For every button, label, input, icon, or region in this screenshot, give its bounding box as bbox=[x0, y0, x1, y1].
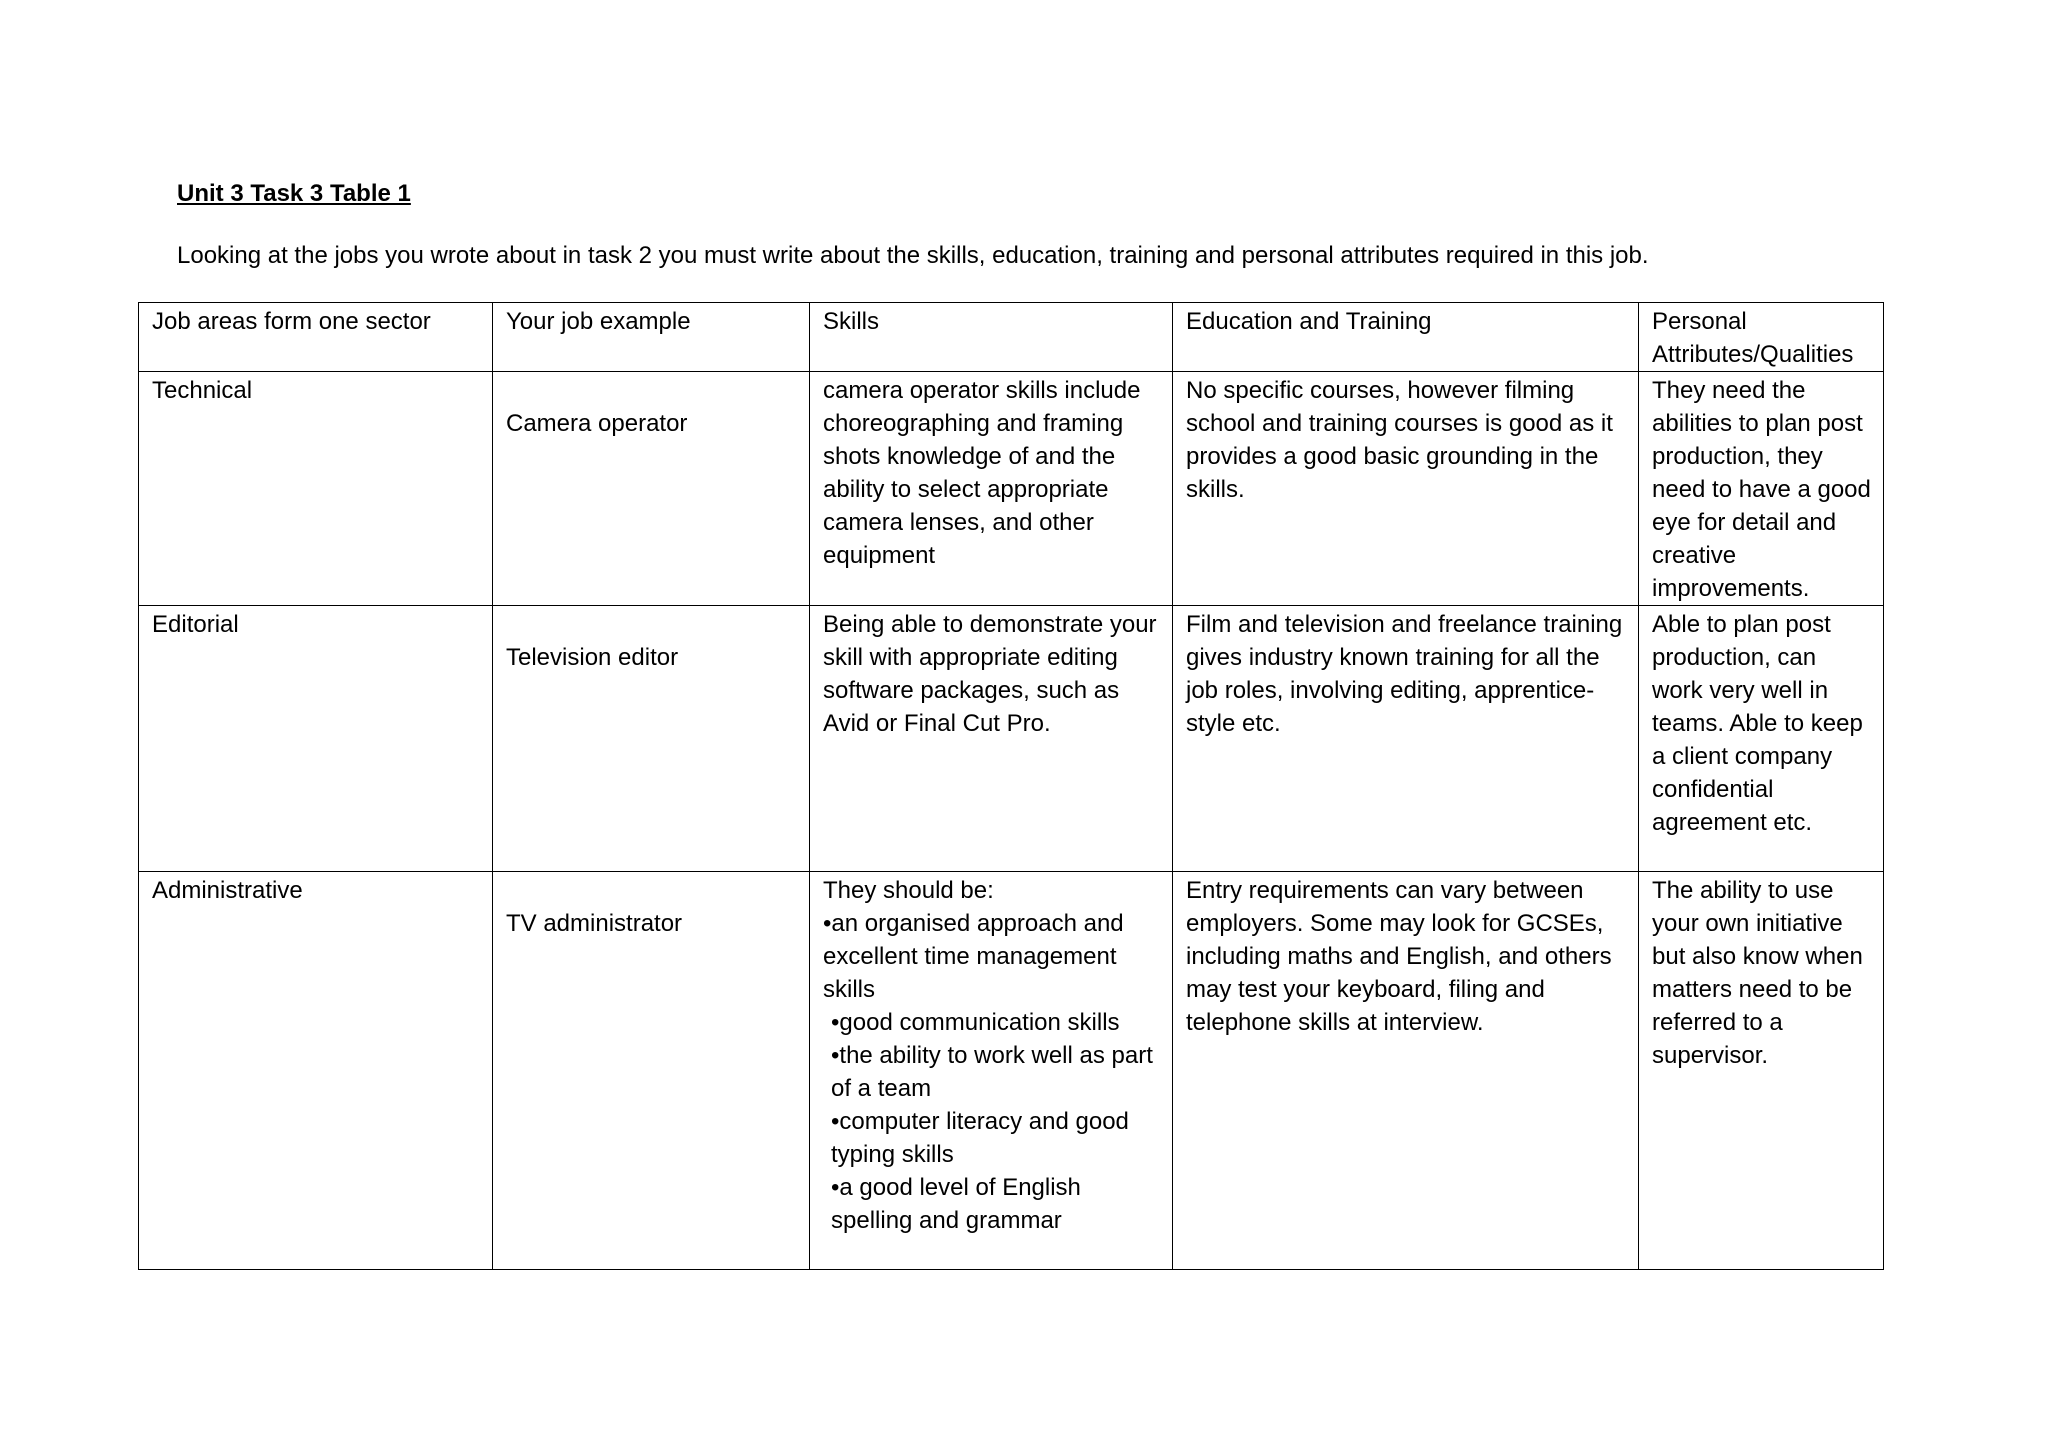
cell-skills: Being able to demonstrate your skill with appropriate editing software packages, such as Avid or Final Cut Pro. bbox=[810, 606, 1173, 872]
table-header-row bbox=[139, 303, 1884, 372]
header-education-training: Education and Training bbox=[1173, 303, 1639, 372]
cell-education: No specific courses, however filming school and training courses is good as it provides a good basic grounding in the skills. bbox=[1173, 372, 1639, 606]
cell-job-example bbox=[493, 872, 810, 1270]
header-job-example: Your job example bbox=[493, 303, 810, 372]
skills-bullet: •the ability to work well as part of a team bbox=[831, 1042, 1153, 1102]
skills-bullet: •computer literacy and good typing skills bbox=[831, 1108, 1129, 1168]
skills-bullet: •an organised approach and excellent time management skills bbox=[823, 910, 1124, 1003]
cell-personal: They need the abilities to plan post production, they need to have a good eye for detail and creative improvements. bbox=[1639, 372, 1884, 606]
instructions-text: Looking at the jobs you wrote about in task 2 you must write about the skills, education, training and personal attributes required in this job. bbox=[177, 242, 1649, 269]
table-row bbox=[139, 872, 1884, 1270]
cell-job-area: Technical bbox=[139, 372, 493, 606]
page-title: Unit 3 Task 3 Table 1 bbox=[177, 180, 411, 207]
cell-personal: The ability to use your own initiative but also know when matters need to be referred to a supervisor. bbox=[1639, 872, 1884, 1270]
job-skills-table bbox=[138, 302, 1884, 1270]
cell-job-area: Administrative bbox=[139, 872, 493, 1270]
table-row bbox=[139, 372, 1884, 606]
table-row bbox=[139, 606, 1884, 872]
cell-education: Film and television and freelance training gives industry known training for all the job roles, involving editing, apprentice-style etc. bbox=[1173, 606, 1639, 872]
header-skills: Skills bbox=[810, 303, 1173, 372]
cell-education: Entry requirements can vary between employers. Some may look for GCSEs, including maths and English, and others may test your keyboard, filing and telephone skills at interview. bbox=[1173, 872, 1639, 1270]
cell-skills bbox=[810, 872, 1173, 1270]
job-example-text: Television editor bbox=[506, 644, 679, 671]
cell-job-example bbox=[493, 372, 810, 606]
cell-personal: Able to plan post production, can work very well in teams. Able to keep a client company confidential agreement etc. bbox=[1639, 606, 1884, 872]
job-example-text: Camera operator bbox=[506, 410, 688, 437]
header-personal-attributes: Personal Attributes/Qualities bbox=[1639, 303, 1884, 372]
cell-skills: camera operator skills include choreographing and framing shots knowledge of and the ability to select appropriate camera lenses, and other equipment bbox=[810, 372, 1173, 606]
job-example-text: TV administrator bbox=[506, 910, 683, 937]
cell-job-area: Editorial bbox=[139, 606, 493, 872]
cell-job-example bbox=[493, 606, 810, 872]
skills-bullet: •good communication skills bbox=[831, 1009, 1120, 1036]
header-job-areas: Job areas form one sector bbox=[139, 303, 493, 372]
skills-intro-line: They should be: bbox=[823, 877, 994, 904]
skills-bullet: •a good level of English spelling and grammar bbox=[831, 1174, 1081, 1234]
